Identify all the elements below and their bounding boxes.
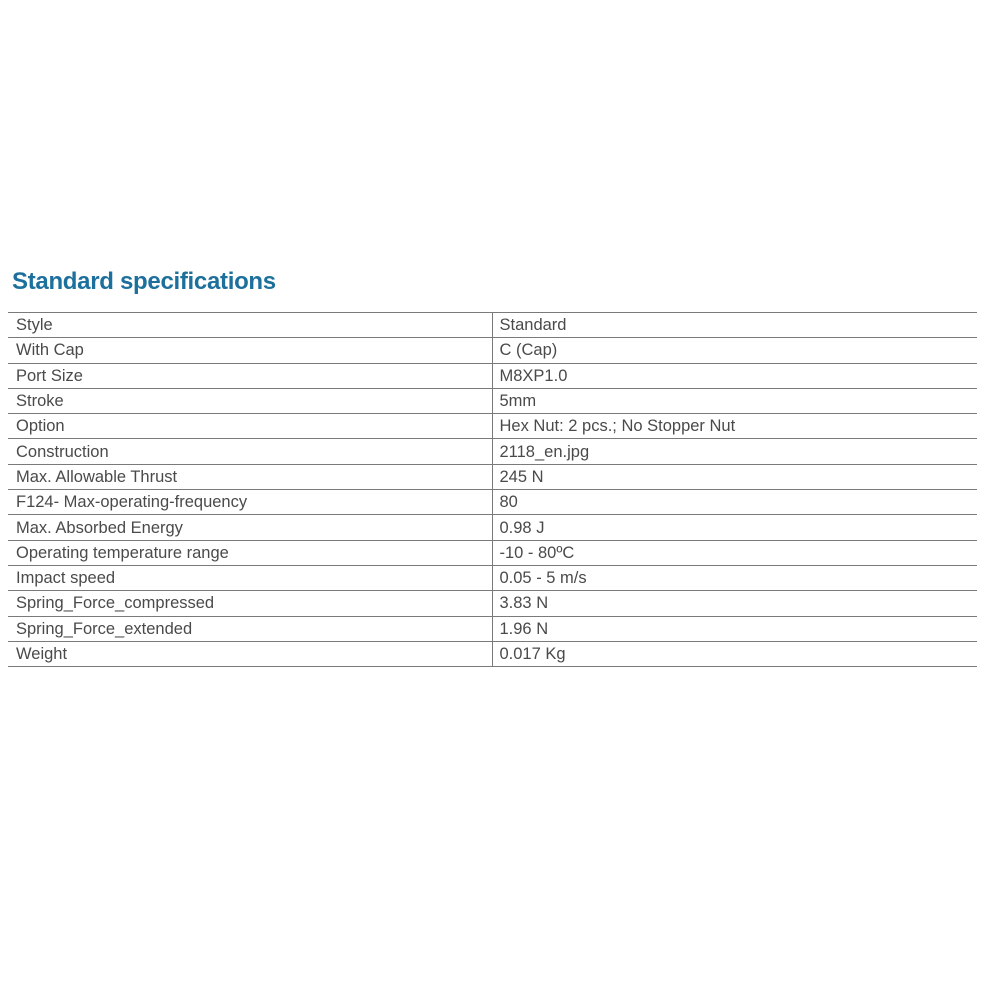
- spec-label: Option: [8, 414, 492, 439]
- table-row: [8, 616, 977, 641]
- spec-label: Weight: [8, 641, 492, 666]
- spec-value: C (Cap): [492, 338, 977, 363]
- spec-label: Impact speed: [8, 565, 492, 590]
- spec-value: 0.98 J: [492, 515, 977, 540]
- table-row: [8, 565, 977, 590]
- spec-value: Hex Nut: 2 pcs.; No Stopper Nut: [492, 414, 977, 439]
- table-row: [8, 338, 977, 363]
- table-row: [8, 439, 977, 464]
- table-row: [8, 591, 977, 616]
- spec-value: 3.83 N: [492, 591, 977, 616]
- spec-label: Style: [8, 313, 492, 338]
- table-row: [8, 363, 977, 388]
- table-row: [8, 313, 977, 338]
- spec-value: M8XP1.0: [492, 363, 977, 388]
- spec-label: Spring_Force_extended: [8, 616, 492, 641]
- table-row: [8, 490, 977, 515]
- table-row: [8, 414, 977, 439]
- spec-value: -10 - 80ºC: [492, 540, 977, 565]
- spec-value: 1.96 N: [492, 616, 977, 641]
- page-title: Standard specifications: [12, 268, 276, 295]
- spec-table-body: [8, 313, 977, 667]
- spec-label: Port Size: [8, 363, 492, 388]
- spec-value: 245 N: [492, 464, 977, 489]
- spec-label: Max. Allowable Thrust: [8, 464, 492, 489]
- spec-table: [8, 312, 977, 667]
- spec-label: Max. Absorbed Energy: [8, 515, 492, 540]
- table-row: [8, 540, 977, 565]
- spec-value: Standard: [492, 313, 977, 338]
- spec-label: F124- Max-operating-frequency: [8, 490, 492, 515]
- table-row: [8, 515, 977, 540]
- table-row: [8, 464, 977, 489]
- table-row: [8, 641, 977, 666]
- spec-value: 2118_en.jpg: [492, 439, 977, 464]
- spec-value: 0.017 Kg: [492, 641, 977, 666]
- spec-label: Stroke: [8, 388, 492, 413]
- spec-label: Operating temperature range: [8, 540, 492, 565]
- table-row: [8, 388, 977, 413]
- spec-value: 80: [492, 490, 977, 515]
- spec-value: 0.05 - 5 m/s: [492, 565, 977, 590]
- spec-label: Construction: [8, 439, 492, 464]
- spec-label: Spring_Force_compressed: [8, 591, 492, 616]
- spec-value: 5mm: [492, 388, 977, 413]
- spec-label: With Cap: [8, 338, 492, 363]
